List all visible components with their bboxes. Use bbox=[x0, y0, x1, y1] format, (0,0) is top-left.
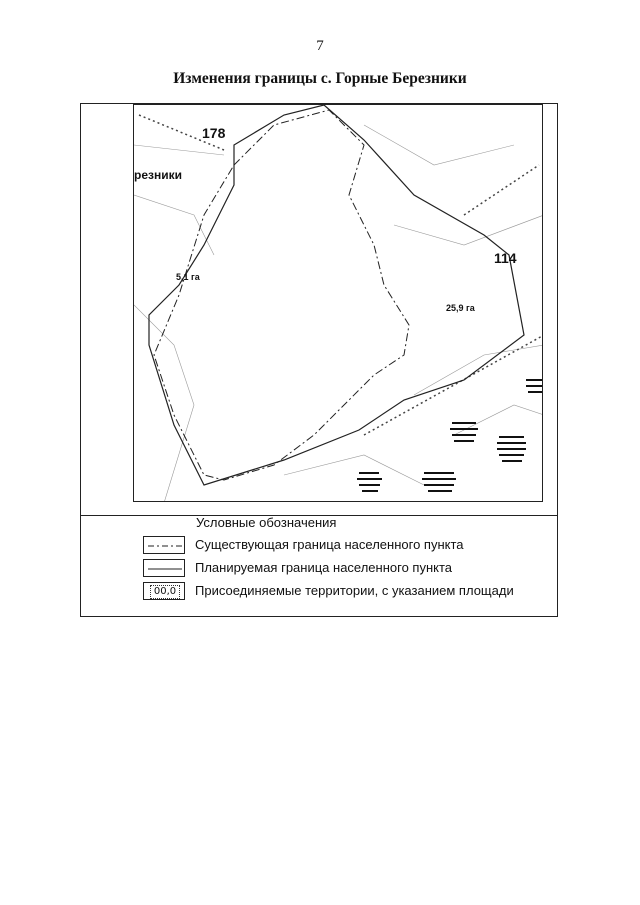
existing-boundary bbox=[154, 110, 409, 480]
boundary-map bbox=[133, 104, 543, 502]
map-drawing bbox=[134, 105, 543, 502]
area-label-left: 5,1 га bbox=[176, 272, 200, 282]
area-sample: 00,0 bbox=[150, 585, 180, 599]
legend-label: Существующая граница населенного пункта bbox=[195, 537, 464, 552]
solid-line-icon bbox=[143, 559, 185, 577]
area-label-right: 25,9 га bbox=[446, 303, 475, 313]
parcel-114-label: 114 bbox=[494, 250, 517, 266]
settlement-label: резники bbox=[134, 168, 182, 182]
dotted-area-box-icon bbox=[143, 582, 185, 600]
legend-label: Присоединяемые территории, с указанием площади bbox=[195, 583, 514, 598]
page-title: Изменения границы с. Горные Березники bbox=[173, 70, 467, 87]
page-number: 7 bbox=[316, 38, 324, 54]
legend-title: Условные обозначения bbox=[196, 515, 337, 530]
legend-label: Планируемая граница населенного пункта bbox=[195, 560, 453, 575]
dash-dot-line-icon bbox=[143, 536, 185, 554]
parcel-178-label: 178 bbox=[202, 125, 226, 141]
